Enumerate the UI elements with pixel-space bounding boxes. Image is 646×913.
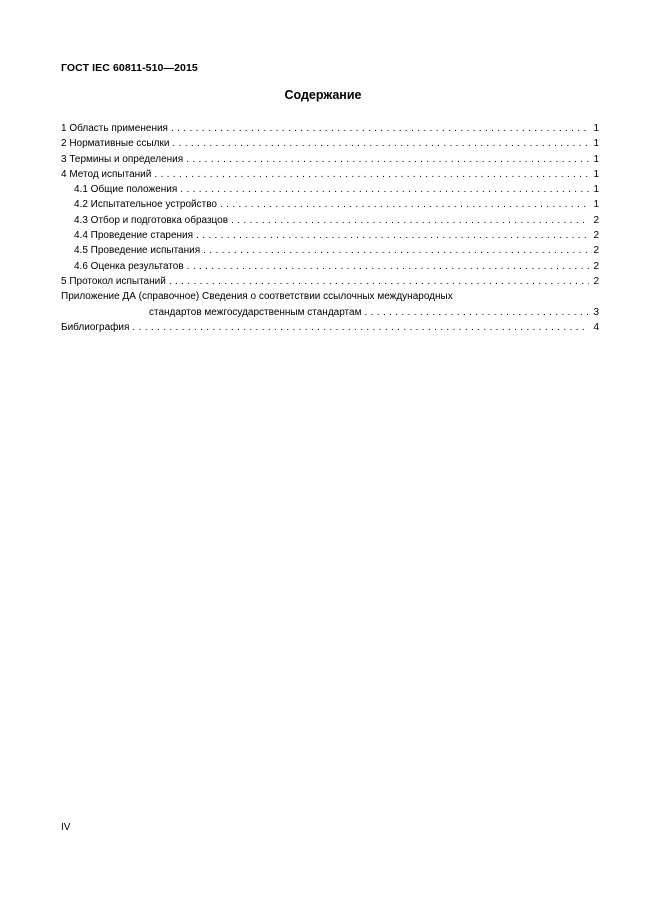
toc-entry-sampling[interactable] [61, 213, 599, 228]
toc-entry-page: 2 [593, 230, 599, 242]
toc-leader-dots [364, 305, 589, 320]
toc-entry-normative-references[interactable] [61, 136, 599, 151]
toc-entry-test-apparatus[interactable] [61, 197, 599, 212]
toc-entry-label: 3 Термины и определения [61, 153, 184, 165]
standard-designation: ГОСТ IEC 60811-510—2015 [61, 62, 198, 74]
toc-entry-page: 1 [593, 184, 599, 196]
toc-entry-label: 1 Область применения [61, 123, 168, 134]
toc-entry-testing[interactable] [61, 243, 599, 258]
toc-entry-page: 2 [593, 245, 599, 257]
toc-entry-page: 1 [593, 199, 599, 211]
toc-leader-dots [154, 167, 589, 182]
toc-entry-label: 4 Метод испытаний [61, 168, 152, 180]
toc-entry-page: 1 [593, 138, 599, 150]
toc-entry-page: 2 [593, 275, 599, 287]
toc-leader-dots [231, 213, 589, 228]
toc-entry-label: 4.6 Оценка результатов [74, 260, 184, 272]
toc-entry-page: 2 [593, 260, 599, 272]
toc-leader-dots [196, 228, 589, 243]
toc-leader-dots [171, 121, 589, 136]
toc-leader-dots [132, 320, 589, 335]
toc-leader-dots [180, 182, 589, 197]
toc-entry-annex-da[interactable] [61, 289, 599, 304]
toc-entry-label: 4.3 Отбор и подготовка образцов [74, 214, 229, 226]
toc-entry-page: 1 [593, 153, 599, 165]
toc-entry-label: 4.1 Общие положения [74, 184, 178, 196]
table-of-contents [61, 121, 599, 335]
toc-entry-general[interactable] [61, 182, 599, 197]
toc-entry-label: 4.2 Испытательное устройство [74, 199, 217, 211]
toc-entry-test-report[interactable] [61, 274, 599, 289]
page-number: IV [61, 822, 71, 833]
toc-entry-label: Библиография [61, 321, 130, 333]
toc-entry-label: Приложение ДА (справочное) Сведения о соответствии ссылочных международных [61, 291, 453, 303]
toc-entry-bibliography[interactable] [61, 320, 599, 335]
toc-entry-label: 2 Нормативные ссылки [61, 138, 170, 150]
toc-leader-dots [186, 152, 589, 167]
toc-leader-dots [187, 259, 589, 274]
toc-entry-page: 1 [593, 123, 599, 134]
toc-entry-page: 4 [593, 321, 599, 333]
toc-entry-label: стандартов межгосударственным стандартам [149, 306, 362, 318]
toc-title: Содержание [284, 88, 362, 102]
toc-entry-terms[interactable] [61, 152, 599, 167]
toc-entry-annex-da-continuation[interactable] [61, 305, 599, 320]
toc-leader-dots [169, 274, 589, 289]
toc-entry-page: 2 [593, 214, 599, 226]
toc-entry-page: 3 [593, 306, 599, 318]
toc-entry-evaluation[interactable] [61, 259, 599, 274]
toc-leader-dots [172, 136, 589, 151]
toc-leader-dots [220, 197, 589, 212]
toc-entry-label: 5 Протокол испытаний [61, 275, 166, 287]
toc-leader-dots [203, 243, 589, 258]
toc-entry-label: 4.5 Проведение испытания [74, 245, 201, 257]
toc-entry-test-method[interactable] [61, 167, 599, 182]
toc-entry-ageing[interactable] [61, 228, 599, 243]
toc-entry-page: 1 [593, 168, 599, 180]
toc-entry-label: 4.4 Проведение старения [74, 230, 194, 242]
toc-entry-scope[interactable] [61, 121, 599, 136]
